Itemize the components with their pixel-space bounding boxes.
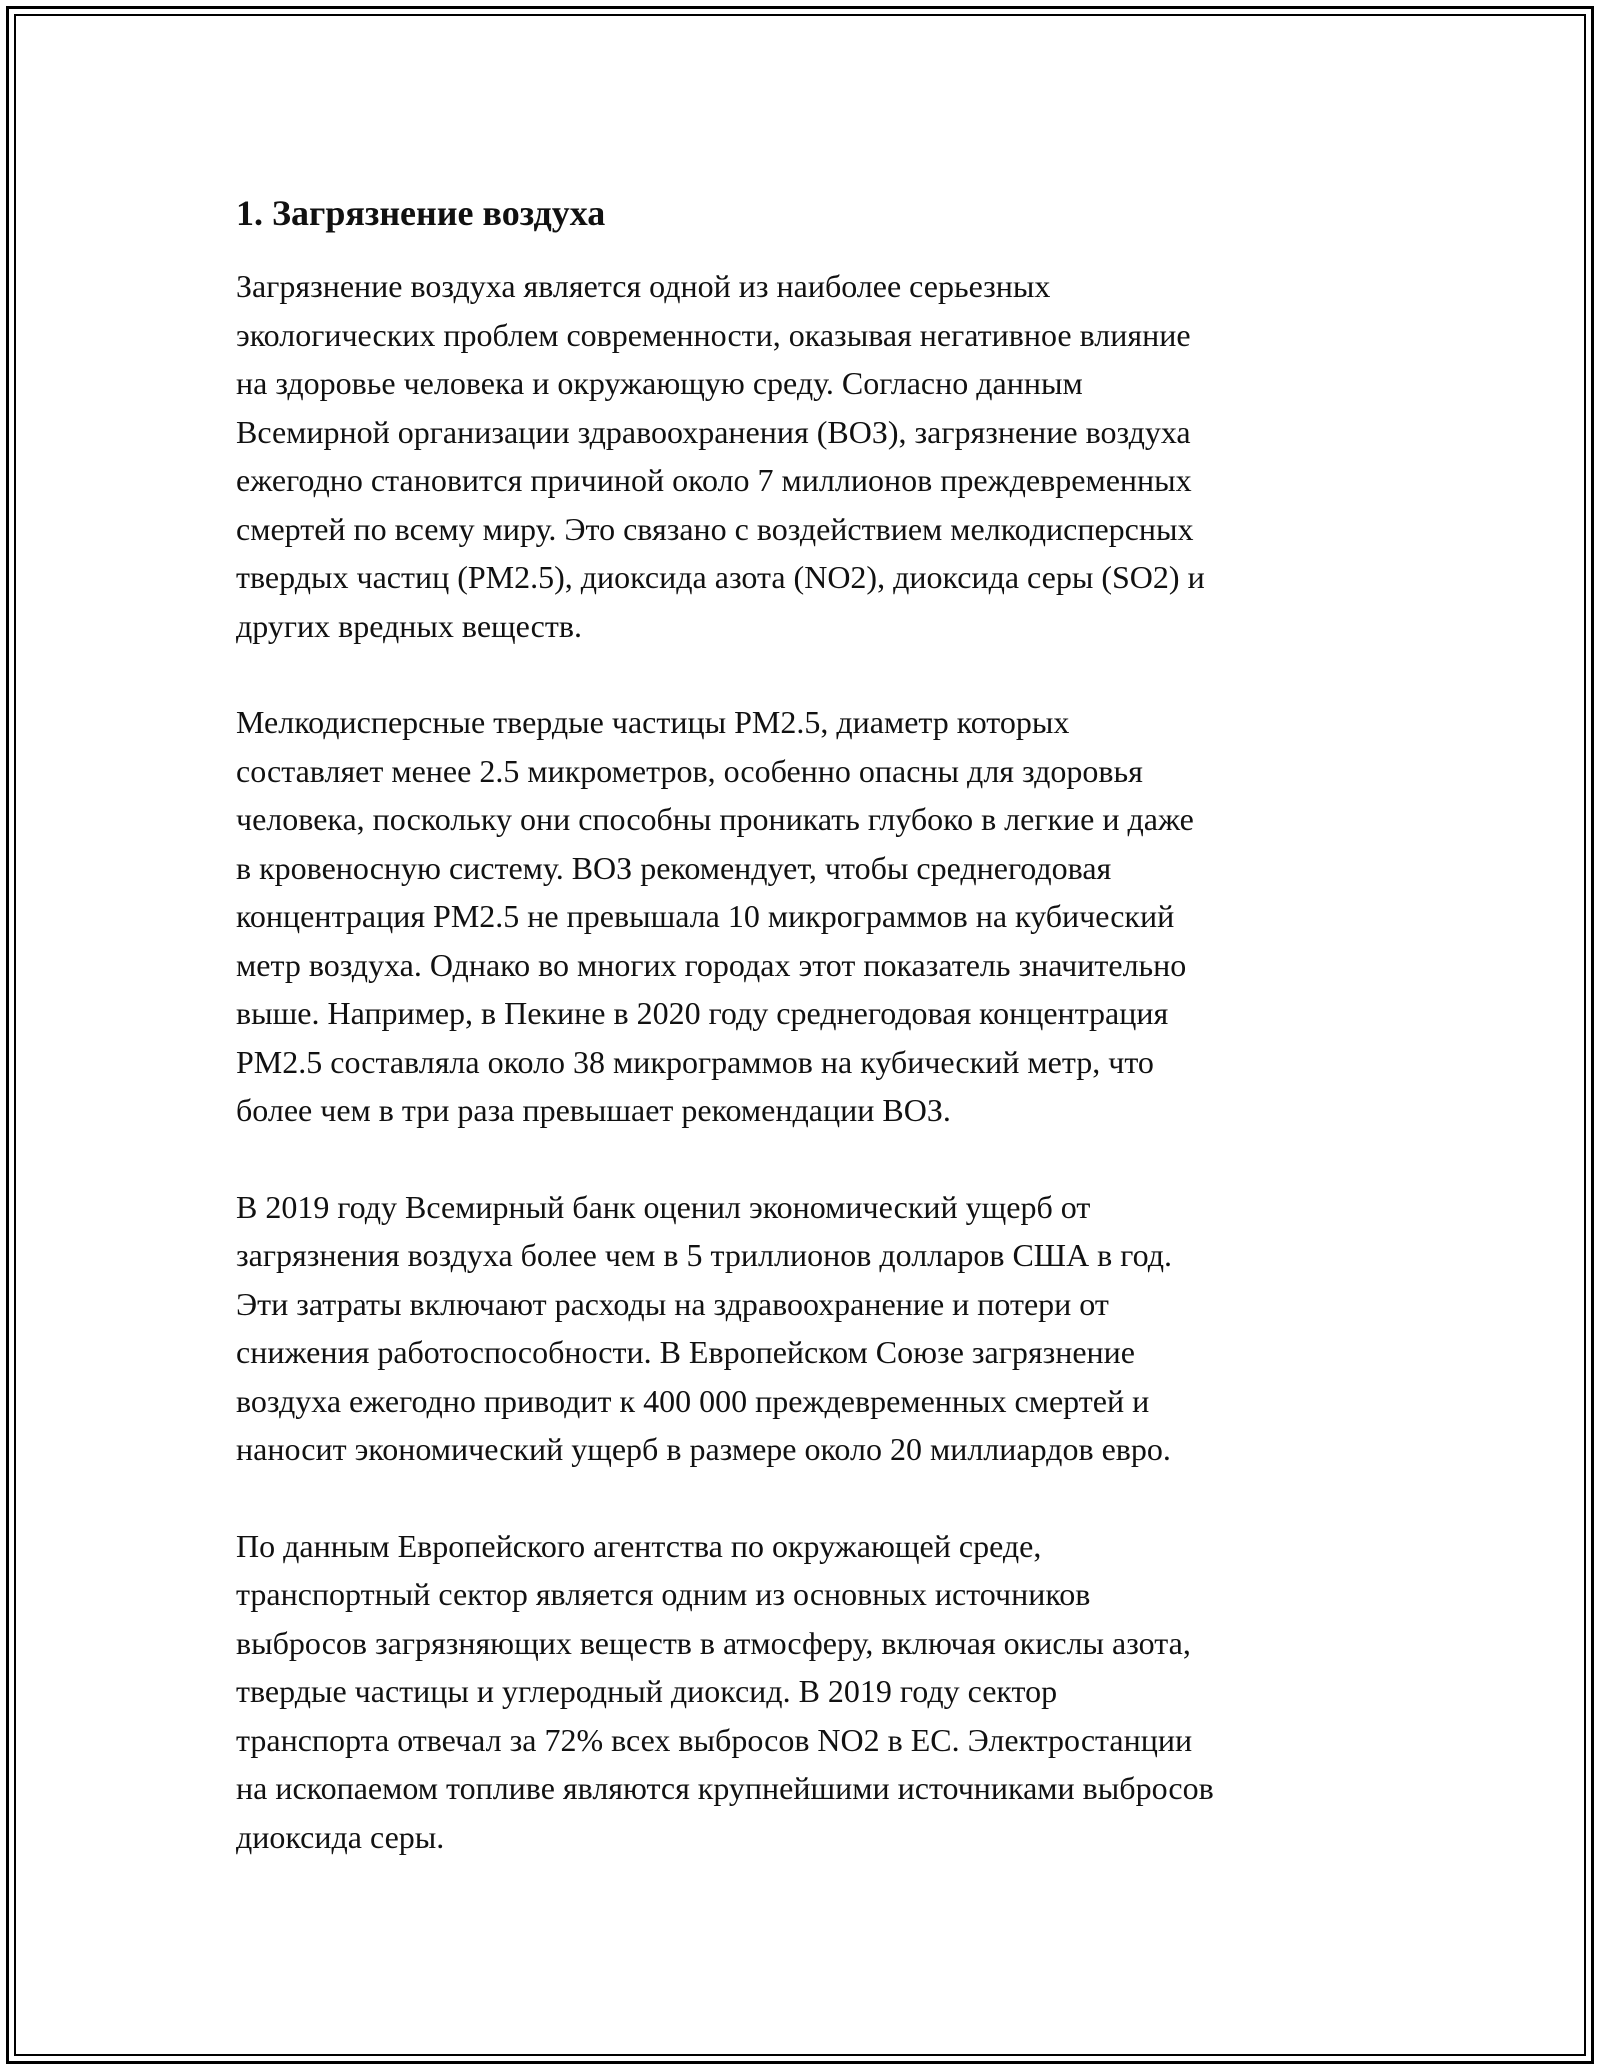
- paragraph-transport-sector: По данным Европейского агентства по окружающей среде, транспортный сектор является одним из основных источников выбросов загрязняющих веществ в атмосферу, включая окислы азота, твердые частицы и углеродный диоксид. В 2019 году сектор транспорта отвечал за 72% всех выбросов NO2 в ЕС. Электростанции на ископаемом топливе являются крупнейшими источниками выбросов диоксида серы.: [236, 1527, 1214, 1855]
- paragraph-intro: Загрязнение воздуха является одной из наиболее серьезных экологических проблем современности, оказывая негативное влияние на здоровье человека и окружающую среду. Согласно данным Всемирной организации здравоохранения (ВОЗ), загрязнение воздуха ежегодно становится причиной около 7 миллионов преждевременных смертей по всему миру. Это связано с воздействием мелкодисперсных твердых частиц (PM2.5), диоксида азота (NO2), диоксида серы (SO2) и других вредных веществ.: [236, 268, 1205, 644]
- paragraph-economic-damage: В 2019 году Всемирный банк оценил экономический ущерб от загрязнения воздуха более чем в 5 триллионов долларов США в год. Эти затраты включают расходы на здравоохранение и потери от снижения работоспособности. В Европейском Союзе загрязнение воздуха ежегодно приводит к 400 000 преждевременных смертей и наносит экономический ущерб в размере около 20 миллиардов евро.: [236, 1188, 1172, 1467]
- document-body: [236, 190, 1366, 1909]
- section-heading: 1. Загрязнение воздуха: [236, 193, 606, 233]
- paragraph-pm25: Мелкодисперсные твердые частицы PM2.5, диаметр которых составляет менее 2.5 микрометров, особенно опасны для здоровья человека, поскольку они способны проникать глубоко в легкие и даже в кровеносную систему. ВОЗ рекомендует, чтобы среднегодовая концентрация PM2.5 не превышала 10 микрограммов на кубический метр воздуха. Однако во многих городах этот показатель значительно выше. Например, в Пекине в 2020 году среднегодовая концентрация PM2.5 составляла около 38 микрограммов на кубический метр, что более чем в три раза превышает рекомендации ВОЗ.: [236, 704, 1194, 1128]
